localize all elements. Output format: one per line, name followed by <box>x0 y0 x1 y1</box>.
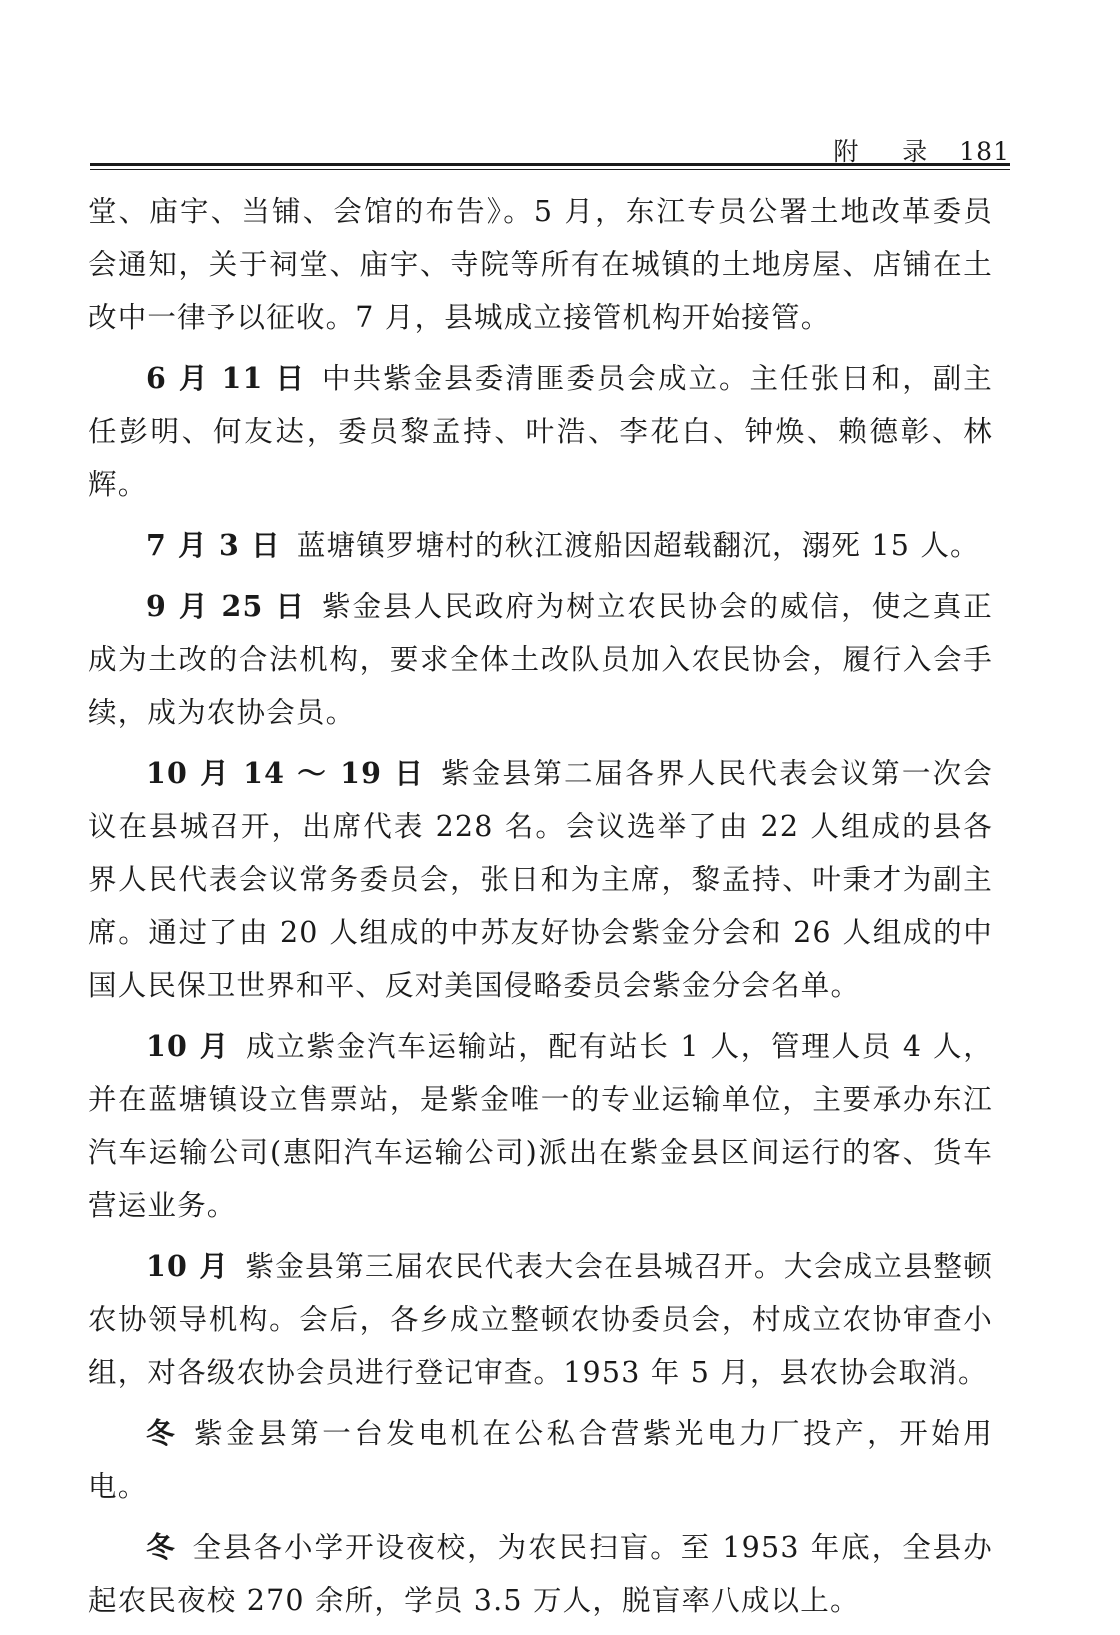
entry-text: 紫金县第二届各界人民代表会议第一次会议在县城召开，出席代表 228 名。会议选举了由 22 人组成的县各界人民代表会议常务委员会，张日和为主席，黎孟持、叶秉才为副主席。通过了由 20 人组成的中苏友好协会紫金分会和 26 人组成的中国人民保卫世界和平、反对美国侵略委员会紫金分会名单。 <box>88 757 993 1002</box>
page-number: 181 <box>959 137 1010 166</box>
entry-text: 紫金县第三届农民代表大会在县城召开。大会成立县整顿农协领导机构。会后，各乡成立整顿农协委员会，村成立农协审查小组，对各级农协会员进行登记审查。1953 年 5 月，县农协会取消。 <box>88 1250 993 1389</box>
entry-date: 10 月 <box>146 1029 230 1063</box>
chronicle-entry <box>88 747 993 1012</box>
entry-date: 冬 <box>146 1530 177 1564</box>
entry-date: 9 月 25 日 <box>146 589 307 623</box>
entry-continuation <box>88 185 993 344</box>
chronicle-entry <box>88 1521 993 1627</box>
entry-date: 6 月 11 日 <box>146 361 307 395</box>
chronicle-entry <box>88 352 993 511</box>
entry-text: 堂、庙宇、当铺、会馆的布告》。5 月，东江专员公署土地改革委员会通知，关于祠堂、庙宇、寺院等所有在城镇的土地房屋、店铺在土改中一律予以征收。7 月，县城成立接管机构开始接管。 <box>88 195 993 334</box>
header-rule-thin <box>90 169 1010 170</box>
page-body <box>88 185 993 1635</box>
chronicle-entry <box>88 1407 993 1513</box>
running-head <box>90 132 1010 172</box>
entry-text: 成立紫金汽车运输站，配有站长 1 人，管理人员 4 人，并在蓝塘镇设立售票站，是紫金唯一的专业运输单位，主要承办东江汽车运输公司(惠阳汽车运输公司)派出在紫金县区间运行的客、货车营运业务。 <box>88 1030 993 1222</box>
entry-text: 蓝塘镇罗塘村的秋江渡船因超载翻沉，溺死 15 人。 <box>296 529 980 562</box>
entry-date: 冬 <box>146 1416 179 1450</box>
header-rule-thick <box>90 163 1010 166</box>
entry-date: 10 月 14 ～ 19 日 <box>146 756 426 790</box>
chronicle-entry <box>88 519 993 572</box>
entry-date: 7 月 3 日 <box>146 528 281 562</box>
entry-text: 紫金县人民政府为树立农民协会的威信，使之真正成为土改的合法机构，要求全体土改队员加入农民协会，履行入会手续，成为农协会员。 <box>88 590 994 729</box>
section-name: 附 录 <box>833 137 946 166</box>
chronicle-entry <box>88 1240 993 1399</box>
entry-date: 10 月 <box>146 1249 230 1283</box>
entry-text: 中共紫金县委清匪委员会成立。主任张日和，副主任彭明、何友达，委员黎孟持、叶浩、李花白、钟焕、赖德彰、林辉。 <box>88 362 994 501</box>
chronicle-entry <box>88 1020 993 1232</box>
entry-text: 紫金县第一台发电机在公私合营紫光电力厂投产，开始用电。 <box>88 1417 993 1503</box>
chronicle-entry <box>88 580 993 739</box>
entry-text: 全县各小学开设夜校，为农民扫盲。至 1953 年底，全县办起农民夜校 270 余所，学员 3.5 万人，脱盲率八成以上。 <box>88 1531 993 1617</box>
